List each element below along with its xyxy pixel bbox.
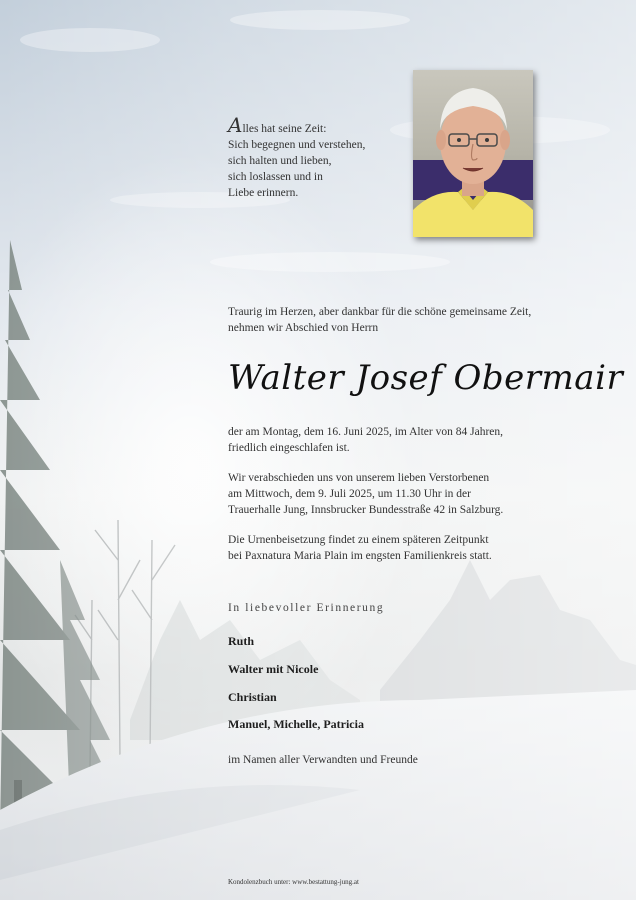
farewell-line-1: Wir verabschieden uns von unserem lieben Verstorbenen — [228, 472, 490, 484]
deceased-name: Walter Josef Obermair — [228, 358, 624, 398]
family-member: Manuel, Michelle, Patricia — [228, 717, 364, 731]
closing-line: im Namen aller Verwandten und Freunde — [228, 754, 418, 766]
death-notice-line-2: friedlich eingeschlafen ist. — [228, 442, 350, 454]
farewell-details — [228, 470, 568, 518]
memory-heading: In liebevoller Erinnerung — [228, 602, 385, 614]
poem-line-1: Alles hat seine Zeit: — [228, 113, 327, 137]
intro-text — [228, 304, 568, 336]
farewell-line-2: am Mittwoch, dem 9. Juli 2025, um 11.30 Uhr in der — [228, 488, 471, 500]
poem-dropcap: A — [228, 113, 243, 137]
family-member: Ruth — [228, 634, 255, 648]
death-notice — [228, 424, 568, 456]
portrait-photo — [413, 70, 533, 237]
family-member: Walter mit Nicole — [228, 662, 319, 676]
burial-details — [228, 532, 568, 564]
death-notice-line-1: der am Montag, dem 16. Juni 2025, im Alter von 84 Jahren, — [228, 426, 504, 438]
poem-line-2: Sich begegnen und verstehen, — [228, 139, 366, 151]
burial-line-2: bei Paxnatura Maria Plain im engsten Familienkreis statt. — [228, 550, 492, 562]
poem — [228, 113, 408, 201]
family-member: Christian — [228, 690, 277, 704]
portrait-illustration — [413, 70, 533, 237]
poem-line-5: Liebe erinnern. — [228, 187, 299, 199]
farewell-line-3: Trauerhalle Jung, Innsbrucker Bundesstraße 42 in Salzburg. — [228, 504, 504, 516]
burial-line-1: Die Urnenbeisetzung findet zu einem späteren Zeitpunkt — [228, 534, 489, 546]
intro-line-2: nehmen wir Abschied von Herrn — [228, 322, 379, 334]
poem-line-4: sich loslassen und in — [228, 171, 323, 183]
poem-line-3: sich halten und lieben, — [228, 155, 332, 167]
intro-line-1: Traurig im Herzen, aber dankbar für die schöne gemeinsame Zeit, — [228, 306, 532, 318]
condolence-footer: Kondolenzbuch unter: www.bestattung-jung.at — [228, 878, 359, 886]
